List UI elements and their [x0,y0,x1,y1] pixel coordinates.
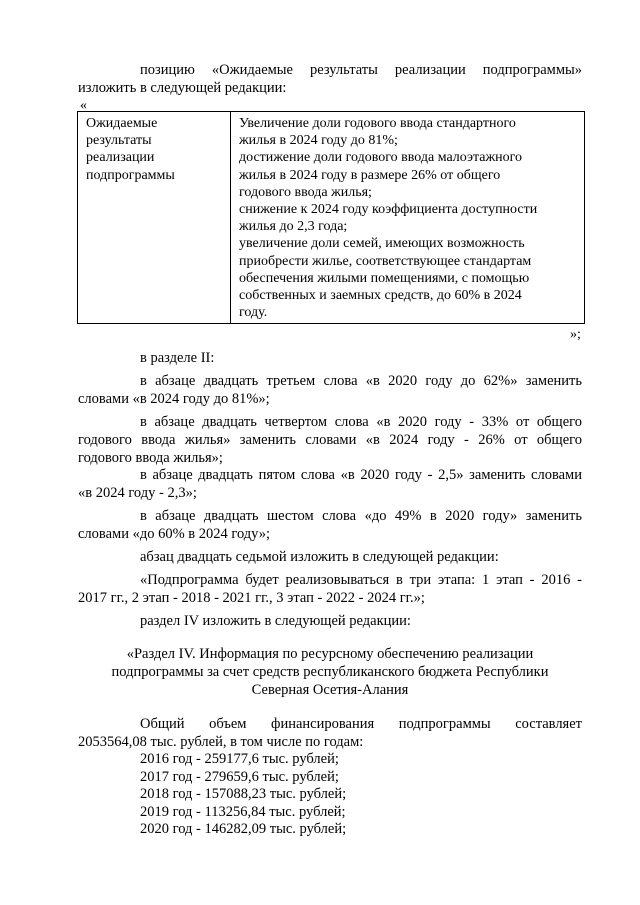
stages-line-1: «Подпрограмма будет реализовываться в три этапа: 1 этап - 2016 - [140,572,582,588]
list-item: 2019 год - 113256,84 тыс. рублей; [140,803,346,820]
para-24-line-1: в абзаце двадцать четвертом слова «в 2020 году - 33% от общего [140,414,582,430]
list-item: 2018 год - 157088,23 тыс. рублей; [140,786,347,803]
para-25-line-1: в абзаце двадцать пятом слова «в 2020 году - 2,5» заменить словами [140,467,582,483]
heading-line-2: подпрограммы за счет средств республиканского бюджета Республики [111,664,549,680]
intro-line-1: позицию «Ожидаемые результаты реализации подпрограммы» [140,62,582,78]
results-table [77,111,585,324]
table-right-cell [231,112,585,324]
list-item: 2017 год - 279659,6 тыс. рублей; [140,768,339,785]
section-2-label: в разделе II: [140,350,215,366]
table-row [78,112,585,324]
list-item: 2016 год - 259177,6 тыс. рублей; [140,751,339,767]
right-cell-text: Увеличение доли годового ввода стандартного жилья в 2024 году до 81%; достижение доли годового ввода малоэтажного жилья в 2024 году в размере 26% от общего годового ввода жилья; снижение к 2024 году коэффициента доступности жилья до 2,3 года; увеличение доли семей, имеющих возможность приобрести жилье, соответствующее стандартам обеспечения жилыми помещениями, с помощью собственных и заемных средств, до 60% в 2024 году. [239,116,538,321]
para-24-line-3: годового ввода жилья»; [78,450,223,466]
total-line-2: 2053564,08 тыс. рублей, в том числе по годам: [78,734,364,750]
total-line-1: Общий объем финансирования подпрограммы составляет [140,716,582,732]
quote-close: »; [570,327,581,342]
para-24-line-2: годового ввода жилья» заменить словами «в 2024 году - 26% от общего [78,432,582,448]
left-cell-text: Ожидаемые результаты реализации подпрограммы [86,116,175,183]
intro-line-2: изложить в следующей редакции: [78,80,287,96]
para-23-line-1: в абзаце двадцать третьем слова «в 2020 году до 62%» заменить [140,373,582,389]
para-27: абзац двадцать седьмой изложить в следующей редакции: [140,549,499,565]
para-25-line-2: «в 2024 году - 2,3»; [78,485,197,501]
para-26-line-1: в абзаце двадцать шестом слова «до 49% в 2020 году» заменить [140,508,582,524]
list-item: 2020 год - 146282,09 тыс. рублей; [140,821,347,838]
heading-line-1: «Раздел IV. Информация по ресурсному обеспечению реализации [126,646,534,662]
quote-open: « [80,98,87,113]
para-23-line-2: словами «в 2024 году до 81%»; [78,391,270,407]
para-26-line-2: словами «до 60% в 2024 году»; [78,526,271,542]
heading-line-3: Северная Осетия-Алания [251,682,409,698]
stages-line-2: 2017 гг., 2 этап - 2018 - 2021 гг., 3 этап - 2022 - 2024 гг.»; [78,590,425,606]
yearly-funding-list [140,751,346,839]
table-left-cell [78,112,231,324]
section-4-label: раздел IV изложить в следующей редакции: [140,613,411,629]
